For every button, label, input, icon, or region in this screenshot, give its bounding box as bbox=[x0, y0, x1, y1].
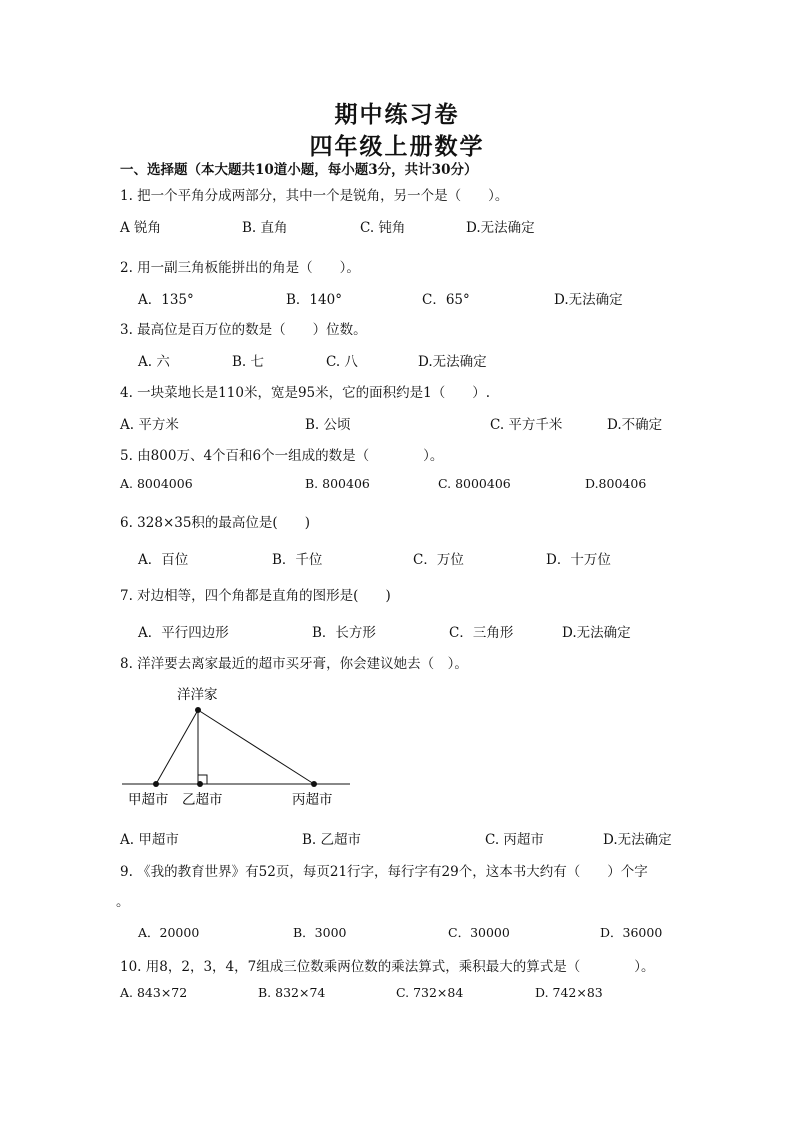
q5-option-a: A. 8004006 bbox=[120, 476, 193, 491]
yi-label: 乙超市 bbox=[182, 792, 223, 808]
home-point bbox=[195, 707, 201, 713]
q4-option-c: C. 平方千米 bbox=[490, 417, 563, 433]
q2-option-a: A．135° bbox=[138, 292, 194, 308]
path-to-bing bbox=[198, 710, 314, 784]
q8-option-b: B. 乙超市 bbox=[302, 832, 362, 848]
q4-option-a: A. 平方米 bbox=[120, 417, 179, 433]
home-label: 洋洋家 bbox=[177, 687, 218, 703]
q8-option-c: C. 丙超市 bbox=[485, 832, 544, 848]
q10-option-d: D. 742×83 bbox=[535, 985, 603, 1000]
bing-point bbox=[311, 781, 317, 787]
supermarket-figure bbox=[118, 682, 358, 812]
q10-option-a: A. 843×72 bbox=[120, 985, 188, 1000]
q7-option-d: D.无法确定 bbox=[562, 625, 631, 641]
q4-option-d: D.不确定 bbox=[607, 417, 663, 433]
q3-option-d: D.无法确定 bbox=[418, 354, 487, 370]
path-to-jia bbox=[156, 710, 198, 784]
q5-option-d: D.800406 bbox=[585, 476, 647, 491]
question-8: 8. 洋洋要去离家最近的超市买牙膏，你会建议她去（ ）。 bbox=[120, 656, 468, 672]
q10-option-b: B. 832×74 bbox=[258, 985, 326, 1000]
section-heading: 一、选择题（本大题共10道小题，每小题3分，共计30分） bbox=[120, 162, 478, 178]
q2-option-d: D.无法确定 bbox=[554, 292, 623, 308]
question-9-continuation: 。 bbox=[116, 894, 130, 910]
q3-option-c: C. 八 bbox=[326, 354, 358, 370]
q1-option-d: D.无法确定 bbox=[466, 220, 535, 236]
exam-title: 期中练习卷 bbox=[334, 101, 460, 128]
q10-option-c: C. 732×84 bbox=[396, 985, 464, 1000]
question-1: 1. 把一个平角分成两部分，其中一个是锐角，另一个是（ ）。 bbox=[120, 188, 509, 204]
q1-option-a: A 锐角 bbox=[120, 220, 162, 236]
q6-option-c: C．万位 bbox=[413, 552, 464, 568]
q5-option-c: C. 8000406 bbox=[438, 476, 511, 491]
question-10: 10. 用8，2，3，4，7组成三位数乘两位数的乘法算式，乘积最大的算式是（ ）。 bbox=[120, 959, 655, 975]
bing-label: 丙超市 bbox=[292, 792, 333, 808]
q5-option-b: B. 800406 bbox=[305, 476, 370, 491]
q9-option-b: B．3000 bbox=[293, 925, 347, 940]
q2-option-b: B．140° bbox=[286, 292, 342, 308]
q9-option-a: A．20000 bbox=[138, 925, 200, 940]
q9-option-d: D．36000 bbox=[600, 925, 663, 940]
q2-option-c: C．65° bbox=[422, 292, 470, 308]
yi-point bbox=[197, 781, 203, 787]
question-7: 7. 对边相等，四个角都是直角的图形是( ) bbox=[120, 588, 391, 604]
question-3: 3. 最高位是百万位的数是（ ）位数。 bbox=[120, 322, 367, 338]
q3-option-a: A. 六 bbox=[138, 354, 170, 370]
q6-option-a: A．百位 bbox=[138, 552, 189, 568]
q4-option-b: B. 公顷 bbox=[305, 417, 351, 433]
jia-label: 甲超市 bbox=[128, 792, 169, 808]
question-9: 9. 《我的教育世界》有52页，每页21行字，每行字有29个，这本书大约有（ ）个字 bbox=[120, 864, 648, 880]
q8-option-d: D.无法确定 bbox=[603, 832, 672, 848]
q3-option-b: B. 七 bbox=[232, 354, 265, 370]
q1-option-c: C. 钝角 bbox=[360, 220, 406, 236]
q6-option-b: B．千位 bbox=[272, 552, 323, 568]
q6-option-d: D．十万位 bbox=[546, 552, 611, 568]
question-2: 2. 用一副三角板能拼出的角是（ ）。 bbox=[120, 260, 360, 276]
exam-subtitle: 四年级上册数学 bbox=[309, 133, 485, 160]
q9-option-c: C．30000 bbox=[448, 925, 510, 940]
question-6: 6. 328×35积的最高位是( ) bbox=[120, 515, 310, 531]
jia-point bbox=[153, 781, 159, 787]
question-4: 4. 一块菜地长是110米，宽是95米，它的面积约是1（ ）. bbox=[120, 385, 490, 401]
question-5: 5. 由800万、4个百和6个一组成的数是（ ）。 bbox=[120, 448, 444, 464]
q7-option-b: B．长方形 bbox=[312, 625, 376, 641]
q7-option-c: C．三角形 bbox=[449, 625, 514, 641]
q7-option-a: A．平行四边形 bbox=[138, 625, 229, 641]
q8-option-a: A. 甲超市 bbox=[120, 832, 179, 848]
q1-option-b: B. 直角 bbox=[242, 220, 288, 236]
